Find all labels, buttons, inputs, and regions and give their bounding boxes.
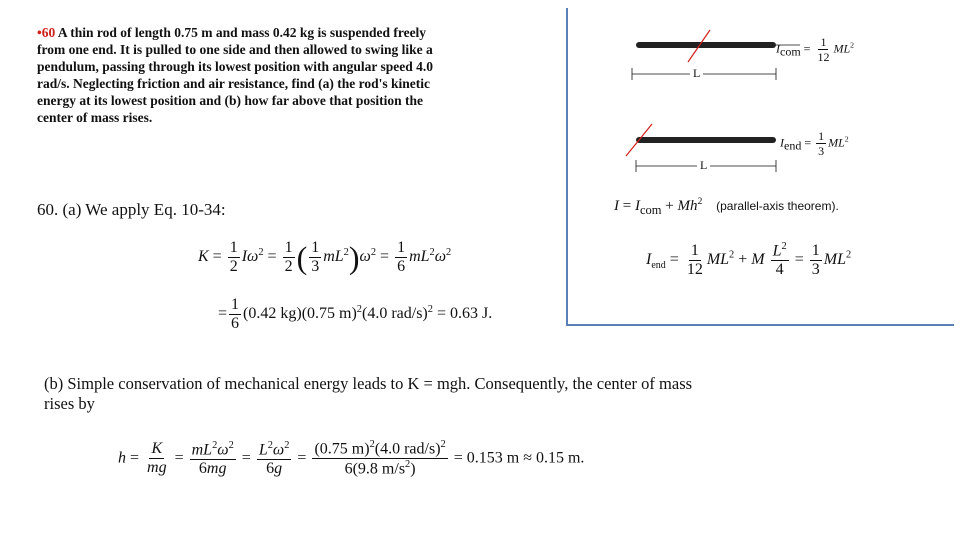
diagram-border-vertical — [566, 8, 568, 326]
part-a-heading: 60. (a) We apply Eq. 10-34: — [37, 200, 226, 219]
equation-kinetic-energy-numeric: = $\frac{1}{6}$ (0.42 kg)(0.75 m)$^2$(4.0 rad/s)$^2$ = 0.63 J. — [218, 296, 493, 332]
rod-top — [636, 42, 776, 48]
problem-number: •60 — [37, 25, 56, 40]
dimension-label-top: L — [690, 66, 703, 81]
equation-kinetic-energy: K = $\frac{1}{2}$ $I\omega^2$ = $\frac{1}{2}$ ( $\frac{1}{3}$ $mL^2)\omega^2$ = $\frac{1}{6}$ $mL^2\omega^2$ — [198, 239, 452, 276]
part-b-text: (b) Simple conservation of mechanical energy leads to K = mgh. Consequently, the center of mass rises by — [44, 374, 693, 413]
rod-bottom — [636, 137, 776, 143]
problem-text: A thin rod of length 0.75 m and mass 0.42 kg is suspended freely from one end. It is pulled to one side and then allowed to swing like a pendulum, passing through its lowest position with angular speed 4.0 rad/s. Neglecting friction and air resistance, find (a) the rod's kinetic energy at its lowest position and (b) how far above that position the center of mass rises. — [37, 25, 433, 125]
problem-statement — [37, 24, 437, 126]
rod-com-diagram — [632, 30, 800, 80]
equation-height: h = $\frac{K}{mg}$ = $\frac{mL^2\omega^2}{6mg}$ = $\frac{L^2\omega^2}{6g}$ = $\frac{(0.75 m)^2(4.0 rad/s)^2}{6(9.8 m/s^2)}$ = 0.153 m ≈ 0.15 m. — [118, 439, 585, 478]
icom-formula: $I_{com}$ = $\frac{1}{12}$ $ML^2$ — [776, 35, 855, 64]
dimension-label-bottom: L — [697, 158, 710, 173]
parallel-axis-theorem: $I = I_{com} + Mh^2$ (parallel-axis theorem). — [614, 196, 839, 217]
iend-formula: $I_{end}$ = $\frac{1}{3}$ $ML^2$ — [780, 129, 849, 158]
diagram-border-horizontal — [566, 324, 954, 326]
rod-diagrams — [600, 20, 950, 180]
iend-derivation: $I_{end}$ = $\frac{1}{12}$ $ML^2 + M$ $\frac{L^2}{4}$ = $\frac{1}{3}$ $ML^2$ — [646, 241, 852, 279]
